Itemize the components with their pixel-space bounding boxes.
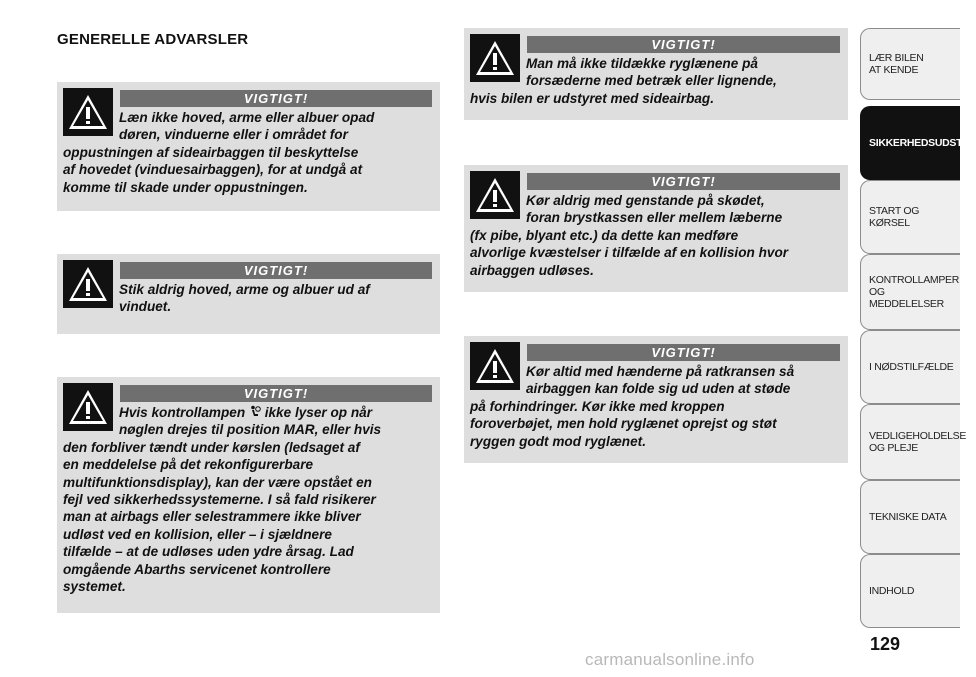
tab-label: KONTROLLAMPER [869,274,960,286]
warning-line: komme til skade under oppustningen. [63,179,308,195]
warning-line: foroverbøjet, men hold ryglænet oprejst og støt [470,416,777,432]
tab-label: INDHOLD [869,585,915,597]
tab-laer-bilen-at-kende[interactable] [860,28,960,100]
watermark: carmanualsonline.info [585,650,755,669]
warning-line: airbaggen kan folde sig ud uden at støde [526,381,791,397]
tab-label: VEDLIGEHOLDELSE [869,430,967,442]
warning-header: VIGTIGT! [527,173,840,190]
warning-text [63,109,432,196]
tab-label: LÆR BILEN [869,52,924,64]
warning-line-part: Hvis kontrollampen [119,405,246,420]
warning-text [470,55,840,107]
tab-kontrollamper-og-meddelelser[interactable] [860,254,960,330]
warning-line: udløst ved en kollision, eller – i sjældnere [63,526,332,542]
warning-line: man at airbags eller selestrammere ikke bliver [63,509,361,525]
tab-i-nodstilfaelde[interactable] [860,330,960,404]
warning-line: på forhindringer. Kør ikke med kroppen [470,398,725,414]
section-title: GENERELLE ADVARSLER [57,31,249,48]
tab-label: OG MEDDELELSER [869,286,944,310]
warning-line: alvorlige kvæstelser i tilfælde af en kollision hvor [470,245,789,261]
warning-line: ryggen godt mod ryglænet. [470,433,646,449]
tab-label: TEKNISKE DATA [869,511,947,523]
warning-line: en meddelelse på det rekonfigurerbare [63,457,314,473]
chapter-sidebar [860,0,976,677]
warning-line: Læn ikke hoved, arme eller albuer opad [119,110,375,125]
warning-box-3 [57,377,440,613]
warning-line: døren, vinduerne eller i området for [119,127,348,143]
tab-label: START OG KØRSEL [869,205,920,229]
warning-line: forsæderne med betræk eller lignende, [526,73,777,89]
warning-text [63,404,432,595]
warning-line: hvis bilen er udstyret med sideairbag. [470,90,715,106]
warning-line: nøglen drejes til position MAR, eller hvis [119,422,382,438]
warning-line: fejl ved sikkerhedssystemerne. I så fald risikerer [63,492,376,508]
warning-header: VIGTIGT! [120,262,432,279]
warning-line: vinduet. [119,299,172,315]
tab-indhold[interactable] [860,554,960,628]
warning-line: omgående Abarths servicenet kontrollere [63,561,331,577]
warning-text [470,363,840,450]
warning-line: tilfælde – at de udløses uden ydre årsag. Lad [63,544,354,560]
warning-line: oppustningen af sideairbaggen til beskyttelse [63,144,359,160]
warning-line: (fx pibe, blyant etc.) da dette kan medføre [470,227,739,243]
page-number: 129 [870,634,901,654]
tab-start-og-korsel[interactable] [860,180,960,254]
tab-label: I NØDSTILFÆLDE [869,361,954,373]
warning-box-5 [464,165,848,292]
warning-line: af hovedet (vinduesairbaggen), for at undgå at [63,162,363,178]
warning-line: airbaggen udløses. [470,262,594,278]
warning-line: Man må ikke tildække ryglænene på [526,56,758,71]
tab-tekniske-data[interactable] [860,480,960,554]
warning-box-1 [57,82,440,211]
warning-line: foran brystkassen eller mellem læberne [526,210,783,226]
warning-header: VIGTIGT! [527,36,840,53]
warning-line: Kør aldrig med genstande på skødet, [526,193,765,208]
warning-line: systemet. [63,579,126,595]
tab-label: OG PLEJE [869,442,918,454]
tab-sikkerhedsudstyr[interactable] [860,106,976,180]
warning-text [63,281,432,316]
warning-header: VIGTIGT! [120,385,432,402]
warning-line: Kør altid med hænderne på ratkransen så [526,364,795,379]
warning-box-4 [464,28,848,120]
airbag-warning-lamp-icon [249,405,261,418]
warning-line-part: ikke lyser op når [264,405,373,420]
warning-header: VIGTIGT! [527,344,840,361]
warning-box-2 [57,254,440,334]
warning-line: multifunktionsdisplay), kan der være opstået en [63,474,372,490]
warning-line: Stik aldrig hoved, arme og albuer ud af [119,282,370,297]
warning-text [470,192,840,279]
tab-label: AT KENDE [869,64,919,76]
warning-line [63,404,432,421]
tab-label: SIKKERHEDSUDSTYR [869,137,976,149]
warning-header: VIGTIGT! [120,90,432,107]
warning-box-6 [464,336,848,463]
tab-vedligeholdelse-og-pleje[interactable] [860,404,967,480]
warning-line: den forbliver tændt under kørslen (ledsaget af [63,439,360,455]
